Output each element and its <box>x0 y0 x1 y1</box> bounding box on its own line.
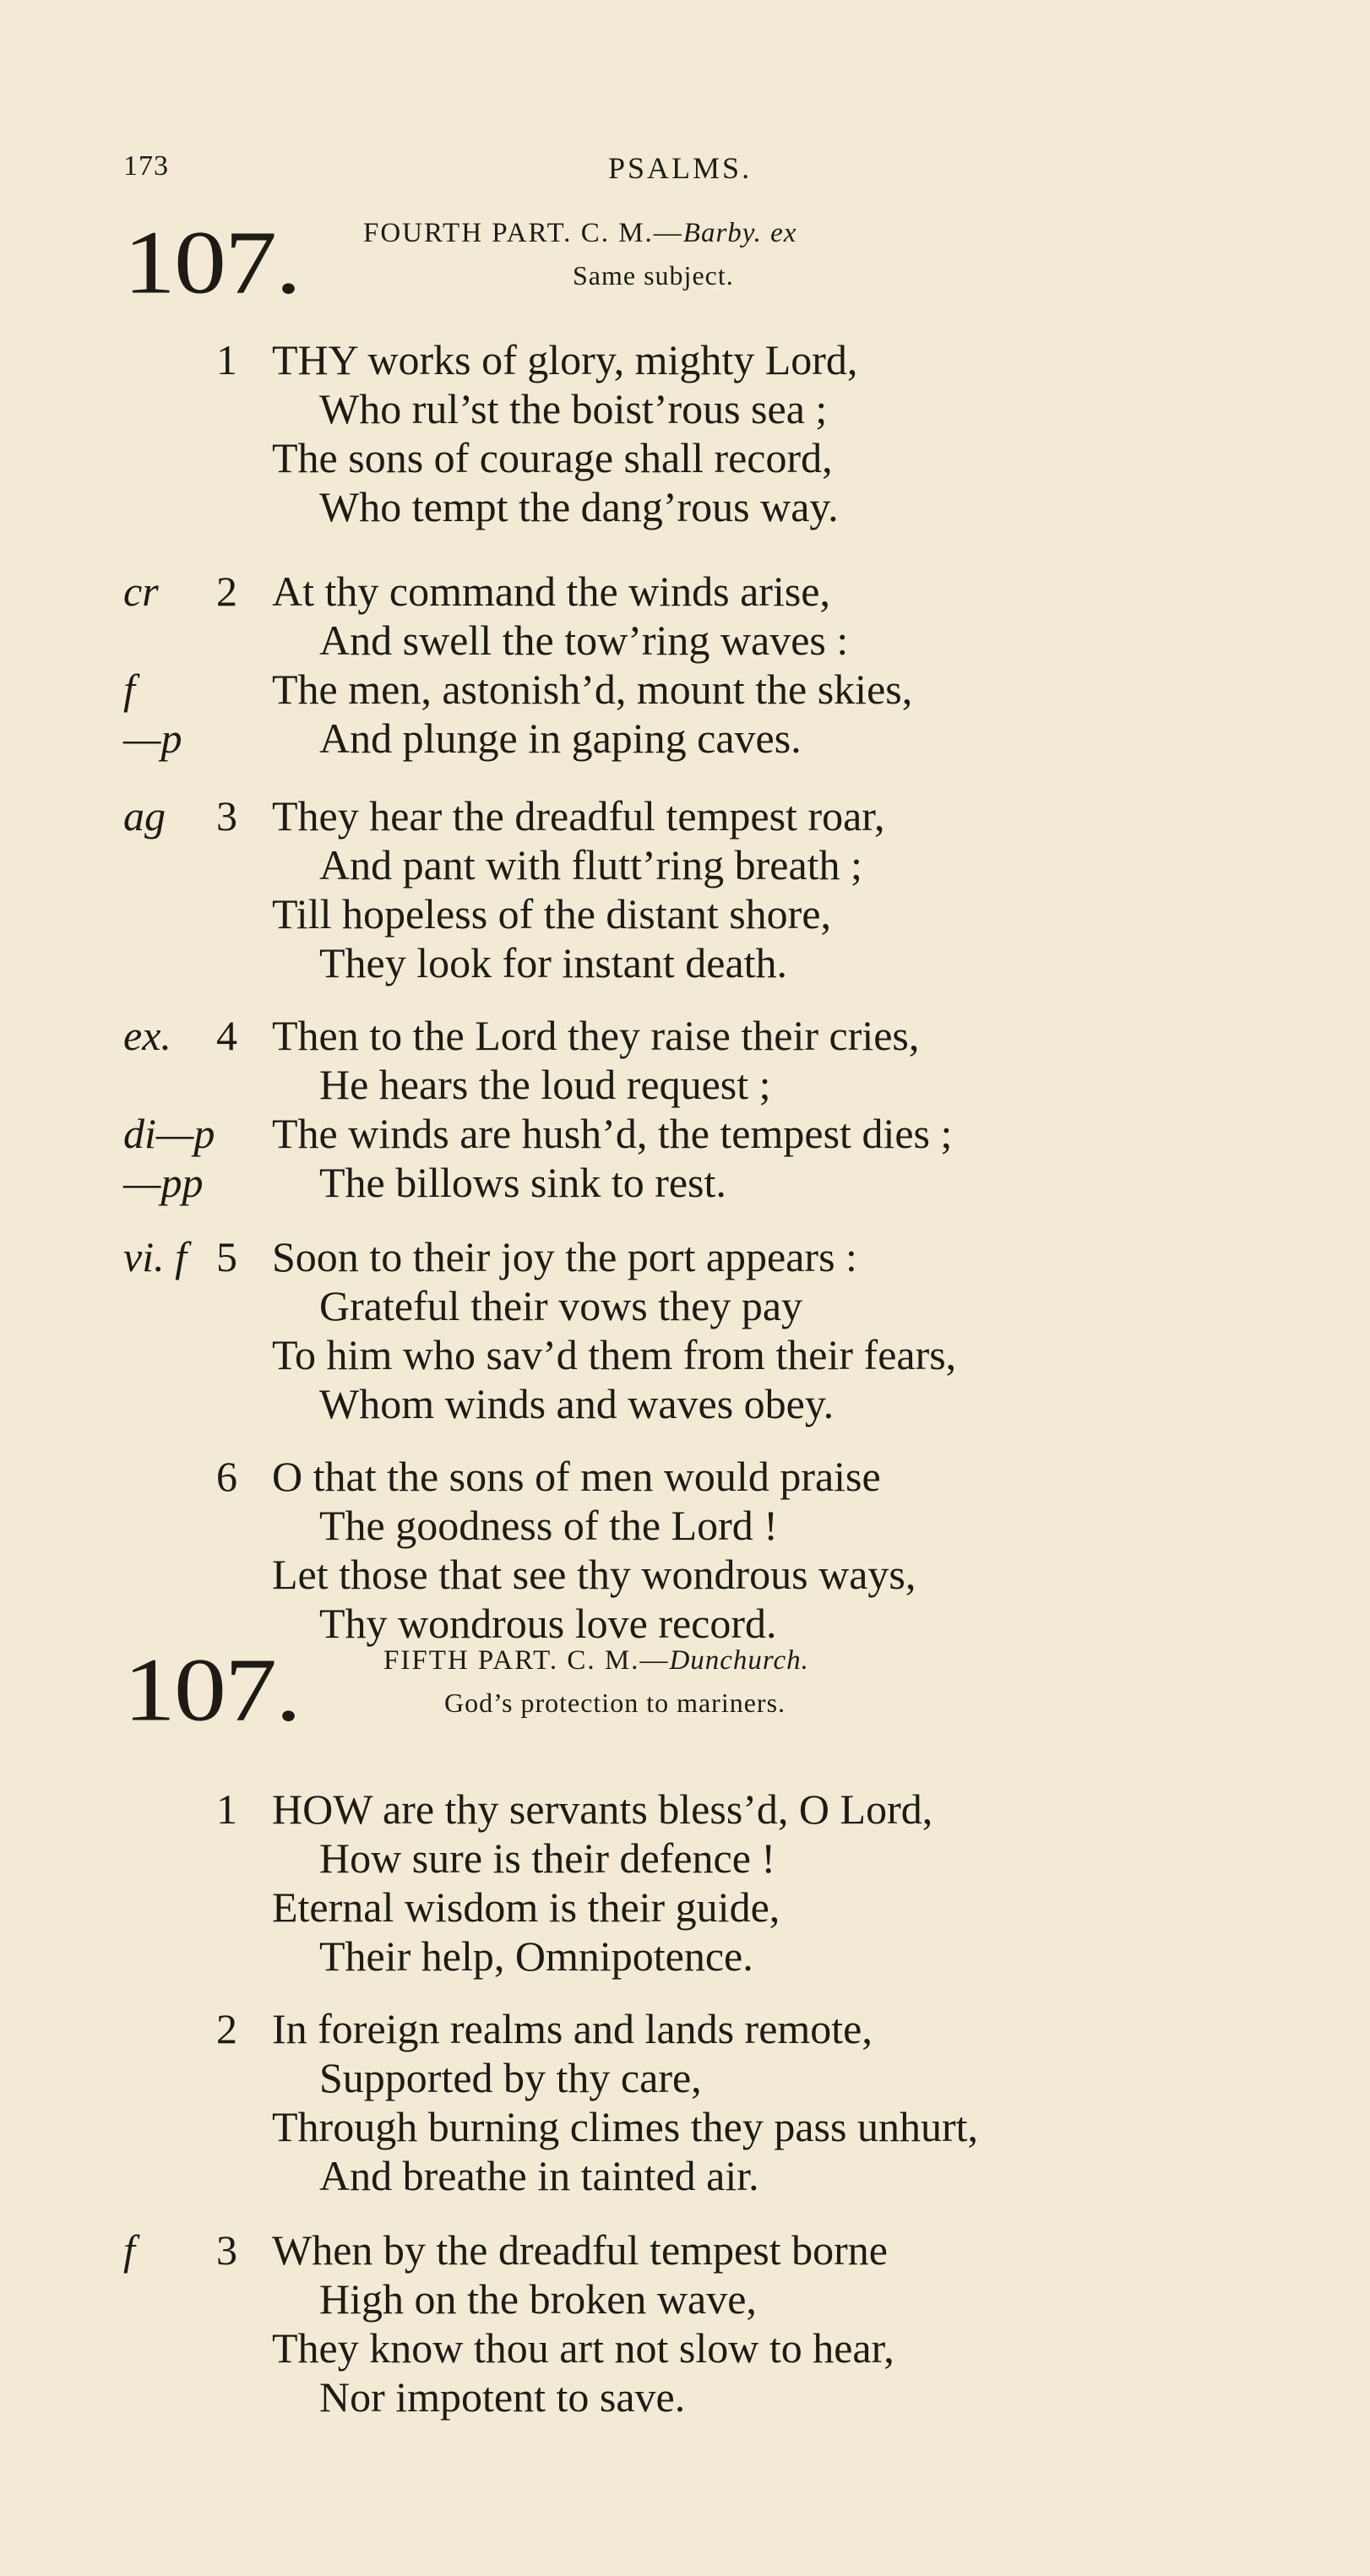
verse-line <box>0 1549 1318 1600</box>
verse-text: They look for instant death. <box>319 939 788 986</box>
part-title: FOURTH PART. <box>363 218 573 248</box>
verse-text: The goodness of the Lord ! <box>319 1502 778 1549</box>
part-line <box>363 218 796 249</box>
verse-text: And pant with flutt’ring breath ; <box>319 841 862 889</box>
verse-line <box>0 1059 1318 1110</box>
verse-line <box>0 840 1318 890</box>
hymn-number: 107. <box>123 212 300 312</box>
verse-text: Let those that see thy wondrous ways, <box>272 1551 916 1598</box>
verse-number: 3 <box>216 2226 237 2274</box>
verse-text: To him who sav’d them from their fears, <box>272 1331 957 1378</box>
dynamic-mark: ag <box>123 792 166 840</box>
verse-line <box>0 664 1318 715</box>
verse-text: And breathe in tainted air. <box>319 2152 759 2199</box>
verse-line <box>0 1108 1318 1159</box>
verse-number: 2 <box>216 568 237 615</box>
verse-text: Soon to their joy the port appears : <box>272 1233 857 1280</box>
verse-line <box>0 1231 1318 1282</box>
verse-line <box>0 1500 1318 1551</box>
verse-text: And plunge in gaping caves. <box>319 715 802 762</box>
verse-line <box>0 481 1318 532</box>
verse-text: Till hopeless of the distant shore, <box>272 890 832 937</box>
verse-line <box>0 1451 1318 1502</box>
verse-text: They know thou art not slow to hear, <box>272 2324 894 2372</box>
subject: God’s protection to mariners. <box>444 1687 786 1718</box>
dynamic-mark: vi. f <box>123 1233 187 1280</box>
verse-number: 4 <box>216 1012 237 1059</box>
verse-text: The sons of courage shall record, <box>272 434 833 481</box>
verse-line <box>0 1280 1318 1331</box>
verse-line <box>0 334 1318 385</box>
verse-text: Thy wondrous love record. <box>319 1600 777 1647</box>
verse-line <box>0 383 1318 434</box>
verse-number: 5 <box>216 1233 237 1280</box>
verse-text: How sure is their defence ! <box>319 1834 776 1882</box>
part-line <box>383 1645 809 1677</box>
verse-text: Then to the Lord they raise their cries, <box>272 1012 920 1059</box>
verse-line <box>0 1378 1318 1429</box>
hymn-heading <box>123 212 1221 319</box>
verse-line <box>0 432 1318 483</box>
verse-number: 2 <box>216 2005 237 2052</box>
verse-text: Grateful their vows they pay <box>319 1282 803 1329</box>
verse-line <box>0 1833 1318 1883</box>
verse-line <box>0 1931 1318 1981</box>
meter: C. M.— <box>580 218 683 248</box>
verse-line <box>0 566 1318 617</box>
verse-text: When by the dreadful tempest borne <box>272 2226 888 2274</box>
dynamic-mark: cr <box>123 568 159 615</box>
verse-text: HOW are thy servants bless’d, O Lord, <box>272 1785 933 1833</box>
meter: C. M.— <box>567 1645 670 1676</box>
dynamic-mark: ex. <box>123 1012 171 1059</box>
dynamic-mark: di—p <box>123 1110 215 1157</box>
verse-text: Eternal wisdom is their guide, <box>272 1883 780 1931</box>
verse-line <box>0 1010 1318 1061</box>
verse-line <box>0 2052 1318 2103</box>
verse-text: O that the sons of men would praise <box>272 1453 881 1500</box>
verse-text: Nor impotent to save. <box>319 2373 686 2421</box>
tune-name: Barby. <box>682 218 762 248</box>
running-title: PSALMS. <box>608 151 753 185</box>
page-number: 173 <box>123 150 169 182</box>
verse-line <box>0 2274 1318 2324</box>
verse-number: 3 <box>216 792 237 840</box>
verse-line <box>0 937 1318 988</box>
hymn-number: 107. <box>123 1639 300 1740</box>
verse-line <box>0 2003 1318 2054</box>
verse-line <box>0 2225 1318 2275</box>
verse-line <box>0 713 1318 764</box>
hymn-heading <box>123 1639 1221 1747</box>
verse-line <box>0 1157 1318 1208</box>
verse-number: 1 <box>216 1785 237 1833</box>
verse-text: Through burning climes they pass unhurt, <box>272 2103 978 2150</box>
verse-text: THY works of glory, mighty Lord, <box>272 336 858 383</box>
page-header <box>123 150 1221 201</box>
verse-text: Their help, Omnipotence. <box>319 1932 753 1980</box>
verse-number: 6 <box>216 1453 237 1500</box>
tune-name: Dunchurch. <box>669 1645 809 1676</box>
verse-line <box>0 1784 1318 1834</box>
verse-line <box>0 889 1318 939</box>
verse-text: High on the broken wave, <box>319 2275 757 2323</box>
verse-text: Supported by thy care, <box>319 2054 702 2101</box>
verse-text: At thy command the winds arise, <box>272 568 830 615</box>
subject: Same subject. <box>573 260 734 291</box>
verse-text: Who rul’st the boist’rous sea ; <box>319 385 828 432</box>
verse-text: The billows sink to rest. <box>319 1159 726 1206</box>
verse-line <box>0 615 1318 666</box>
verse-text: He hears the loud request ; <box>319 1061 771 1108</box>
verse-text: The men, astonish’d, mount the skies, <box>272 666 913 713</box>
expression-mark: ex <box>770 218 797 248</box>
verse-line <box>0 1882 1318 1932</box>
verse-text: The winds are hush’d, the tempest dies ; <box>272 1110 953 1157</box>
verse-text: And swell the tow’ring waves : <box>319 617 849 664</box>
dynamic-mark: —pp <box>123 1159 204 1206</box>
verse-line <box>0 2372 1318 2422</box>
verse-text: They hear the dreadful tempest roar, <box>272 792 885 840</box>
verse-line <box>0 2323 1318 2373</box>
verse-line <box>0 1329 1318 1380</box>
dynamic-mark: —p <box>123 715 182 762</box>
verse-text: In foreign realms and lands remote, <box>272 2005 873 2052</box>
part-title: FIFTH PART. <box>383 1645 559 1676</box>
verse-text: Who tempt the dang’rous way. <box>319 483 839 530</box>
verse-line <box>0 791 1318 841</box>
dynamic-mark: f <box>123 666 135 713</box>
verse-text: Whom winds and waves obey. <box>319 1380 835 1427</box>
verse-number: 1 <box>216 336 237 383</box>
verse-line <box>0 2150 1318 2201</box>
verse-line <box>0 2101 1318 2152</box>
dynamic-mark: f <box>123 2226 135 2274</box>
